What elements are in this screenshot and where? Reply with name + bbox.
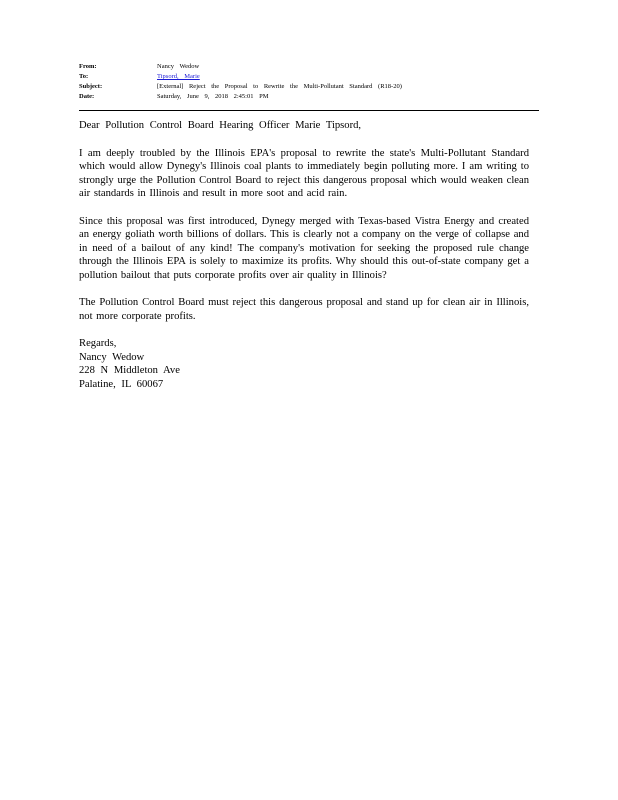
- address-line-2: Palatine, IL 60067: [79, 378, 164, 390]
- letter-paragraph-3: The Pollution Control Board must reject this dangerous proposal and stand up for clean air in Illinois, not more corporate profits.: [79, 297, 529, 322]
- signature-name: Nancy Wedow: [79, 351, 145, 363]
- subject-row: [79, 82, 539, 92]
- date-row: [79, 92, 539, 102]
- from-row: [79, 62, 539, 72]
- from-label: From:: [79, 63, 97, 70]
- letter-body: [79, 119, 529, 391]
- letter-closing: Regards,: [79, 337, 117, 349]
- subject-value: [External] Reject the Proposal to Rewrite the Multi-Pollutant Standard (R18-20): [157, 83, 402, 90]
- letter-paragraph-1: I am deeply troubled by the Illinois EPA's proposal to rewrite the state's Multi-Pollutant Standard which would allow Dynegy's Illinois coal plants to immediately begin polluting more. I am writing to strongly urge the Pollution Control Board to reject this dangerous proposal which would weaken clean air standards in Illinois and result in more soot and acid rain.: [79, 147, 529, 200]
- from-value: Nancy Wedow: [157, 63, 200, 70]
- address-line-1: 228 N Middleton Ave: [79, 365, 180, 377]
- letter-greeting: Dear Pollution Control Board Hearing Officer Marie Tipsord,: [79, 120, 362, 131]
- email-header: [79, 62, 539, 102]
- to-label: To:: [79, 73, 89, 80]
- letter-paragraph-2: Since this proposal was first introduced, Dynegy merged with Texas-based Vistra Energy and created an energy goliath worth billions of dollars. This is clearly not a company on the verge of collapse and in need of a bailout of any kind! The company's motivation for seeking the proposed rule change through the Illinois EPA is solely to maximize its profits. Why should this out-of-state company get a pollution bailout that puts corporate profits over air quality in Illinois?: [79, 215, 529, 281]
- subject-label: Subject:: [79, 83, 103, 90]
- to-value-link[interactable]: Tipsord, Marie: [157, 73, 200, 80]
- date-value: Saturday, June 9, 2018 2:45:01 PM: [157, 93, 269, 100]
- to-row: [79, 72, 539, 82]
- date-label: Date:: [79, 93, 95, 100]
- header-divider: [79, 110, 539, 111]
